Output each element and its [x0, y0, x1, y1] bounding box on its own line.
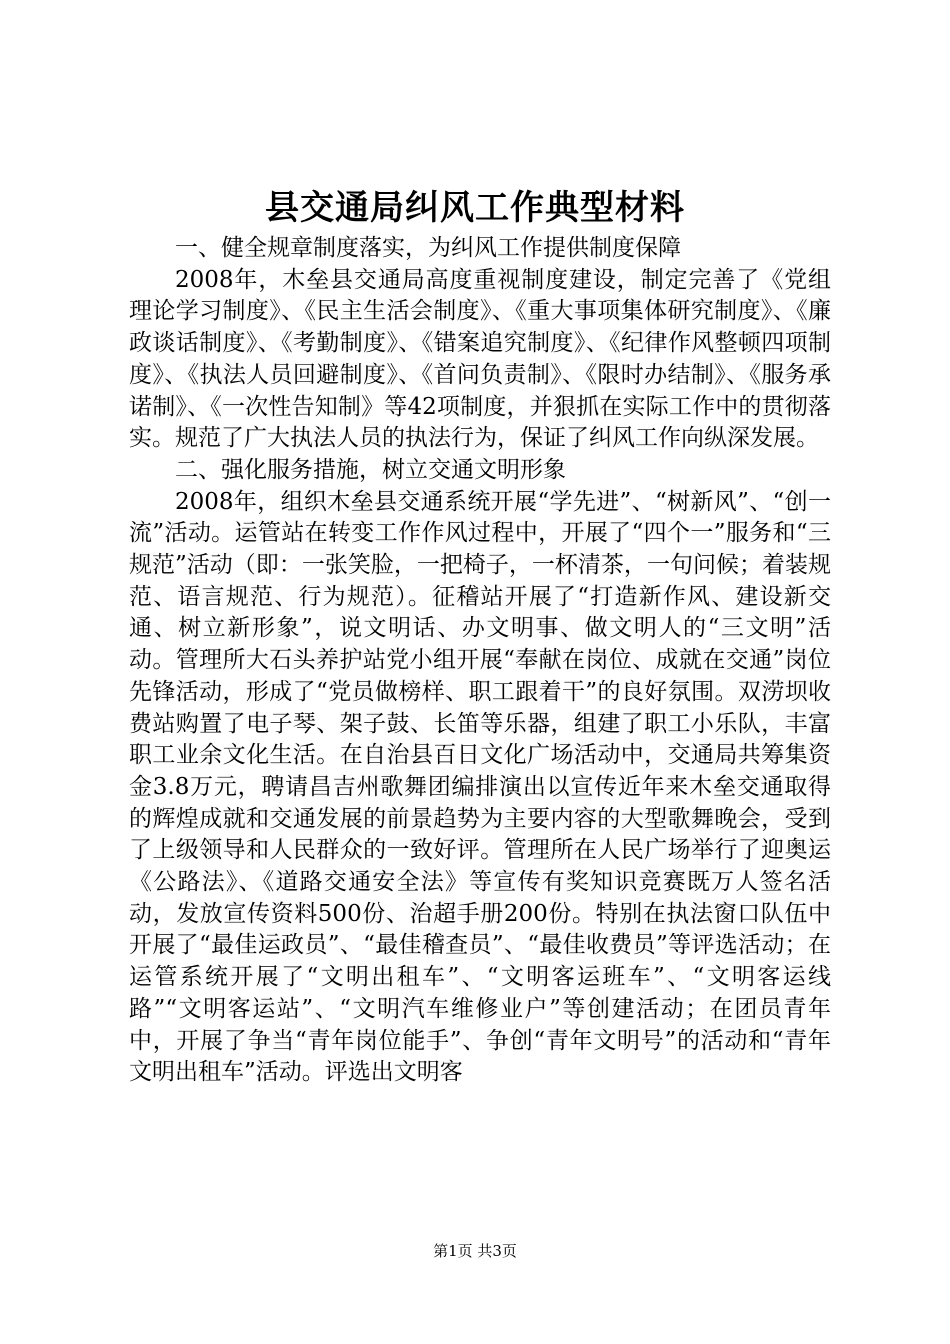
document-body [129, 233, 831, 1089]
section-heading-1: 一、健全规章制度落实，为纠风工作提供制度保障 [175, 235, 681, 261]
paragraph-2: 2008年，组织木垒县交通系统开展“学先进”、“树新风”、“创一流”活动。运管站在转变工作作风过程中，开展了“四个一”服务和“三规范”活动（即：一张笑脸，一把椅子，一杯清茶，一句问候；着装规范、语言规范、行为规范）。征稽站开展了“打造新作风、建设新交通、树立新形象”，说文明话、办文明事、做文明人的“三文明”活动。管理所大石头养护站党小组开展“奉献在岗位、成就在交通”岗位先锋活动，形成了“党员做榜样、职工跟着干”的良好氛围。双涝坝收费站购置了电子琴、架子鼓、长笛等乐器，组建了职工小乐队，丰富职工业余文化生活。在自治县百日文化广场活动中，交通局共筹集资金3.8万元，聘请昌吉州歌舞团编排演出以宣传近年来木垒交通取得的辉煌成就和交通发展的前景趋势为主要内容的大型歌舞晚会，受到了上级领导和人民群众的一致好评。管理所在人民广场举行了迎奥运《公路法》、《道路交通安全法》等宣传有奖知识竞赛既万人签名活动，发放宣传资料500份、治超手册200份。特别在执法窗口队伍中开展了“最佳运政员”、“最佳稽查员”、“最佳收费员”等评选活动；在运管系统开展了“文明出租车”、“文明客运班车”、“文明客运线路”“文明客运站”、“文明汽车维修业户”等创建活动；在团员青年中，开展了争当“青年岗位能手”、争创“青年文明号”的活动和“青年文明出租车”活动。评选出文明客 [129, 488, 831, 1086]
paragraph-1: 2008年，木垒县交通局高度重视制度建设，制定完善了《党组理论学习制度》、《民主生活会制度》、《重大事项集体研究制度》、《廉政谈话制度》、《考勤制度》、《错案追究制度》、《纪律作风整顿四项制度》、《执法人员回避制度》、《首问负责制》、《限时办结制》、《服务承诺制》、《一次性告知制》等42项制度，并狠抓在实际工作中的贯彻落实。规范了广大执法人员的执法行为，保证了纠风工作向纵深发展。 [129, 266, 831, 452]
document-title: 县交通局纠风工作典型材料 [265, 188, 685, 228]
page-footer: 第1页 共3页 [433, 1242, 517, 1260]
section-heading-2: 二、强化服务措施，树立交通文明形象 [175, 456, 566, 483]
